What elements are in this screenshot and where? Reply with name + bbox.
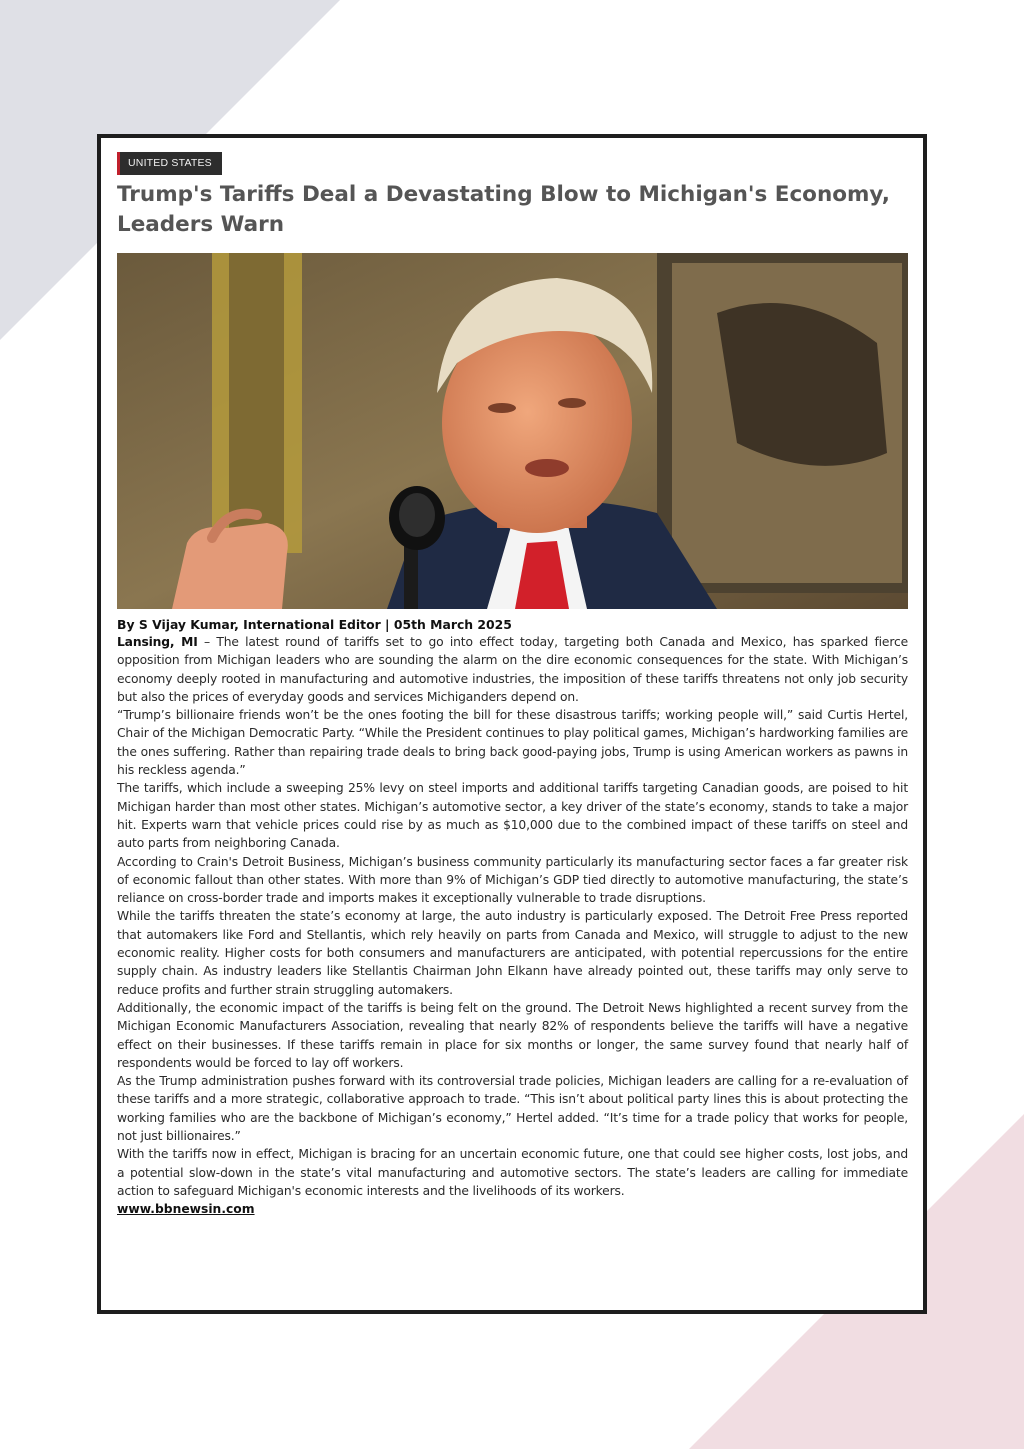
dateline: Lansing, MI xyxy=(117,635,198,649)
website-line xyxy=(117,1200,908,1218)
paragraph: “Trump’s billionaire friends won’t be the ones footing the bill for these disastrous tariffs; working people will,” said Curtis Hertel, Chair of the Michigan Democratic Party. “While the President continues to play political games, Michigan’s hardworking families are the ones suffering. Rather than repairing trade deals to bring back good-paying jobs, Trump is using American workers as pawns in his reckless agenda.” xyxy=(117,708,908,778)
website-link[interactable]: www.bbnewsin.com xyxy=(117,1202,255,1217)
article-byline: By S Vijay Kumar, International Editor | 05th March 2025 xyxy=(117,617,512,632)
article-body xyxy=(117,633,908,1219)
article-headline: Trump's Tariffs Deal a Devastating Blow to Michigan's Economy, Leaders Warn xyxy=(117,182,890,237)
photo-illustration xyxy=(117,253,908,609)
article-card xyxy=(97,134,927,1314)
paragraph: According to Crain's Detroit Business, Michigan’s business community particularly its manufacturing sector faces a far greater risk of economic fallout than other states. With more than 9% of Michigan’s GDP tied directly to automotive manufacturing, the state’s reliance on cross-border trade and imports makes it exceptionally vulnerable to trade disruptions. xyxy=(117,854,908,906)
paragraph: With the tariffs now in effect, Michigan is bracing for an uncertain economic future, one that could see higher costs, lost jobs, and a potential slow-down in the state’s vital manufacturing and automotive sectors. The state’s leaders are calling for immediate action to safeguard Michigan's economic interests and the livelihoods of its workers. xyxy=(117,1147,908,1198)
category-badge[interactable]: UNITED STATES xyxy=(117,152,222,175)
lead-text: – The latest round of tariffs set to go into effect today, targeting both Canada and Mexico, has sparked fierce opposition from Michigan leaders who are sounding the alarm on the dire economic consequences for the state. With Michigan’s economy deeply rooted in manufacturing and automotive industries, the imposition of these tariffs threatens not only job security but also the prices of everyday goods and services Michiganders depend on. xyxy=(117,635,908,704)
lead-paragraph xyxy=(117,633,908,706)
paragraph: As the Trump administration pushes forward with its controversial trade policies, Michigan leaders are calling for a re-evaluation of these tariffs and a more strategic, collaborative approach to trade. “This isn’t about political party lines this is about protecting the working families who are the backbone of Michigan’s economy,” Hertel added. “It’s time for a trade policy that works for people, not just billionaires.” xyxy=(117,1074,908,1144)
paragraph: While the tariffs threaten the state’s economy at large, the auto industry is particularly exposed. The Detroit Free Press reported that automakers like Ford and Stellantis, which rely heavily on parts from Canada and Mexico, will struggle to adjust to the new economic reality. Higher costs for both consumers and manufacturers are anticipated, with potential repercussions for the entire supply chain. As industry leaders like Stellantis Chairman John Elkann have already pointed out, these tariffs may only serve to reduce profits and further strain struggling automakers. xyxy=(117,909,908,997)
article-photo xyxy=(117,253,908,609)
paragraph: Additionally, the economic impact of the tariffs is being felt on the ground. The Detroit News highlighted a recent survey from the Michigan Economic Manufacturers Association, revealing that nearly 82% of respondents believe the tariffs will have a negative effect on their businesses. If these tariffs remain in place for six months or longer, the same survey found that nearly half of respondents would be forced to lay off workers. xyxy=(117,1000,908,1070)
paragraph: The tariffs, which include a sweeping 25% levy on steel imports and additional tariffs targeting Canadian goods, are poised to hit Michigan harder than most other states. Michigan’s automotive sector, a key driver of the state’s economy, stands to take a major hit. Experts warn that vehicle prices could rise by as much as $10,000 due to the combined impact of these tariffs on steel and auto parts from neighboring Canada. xyxy=(117,781,908,851)
